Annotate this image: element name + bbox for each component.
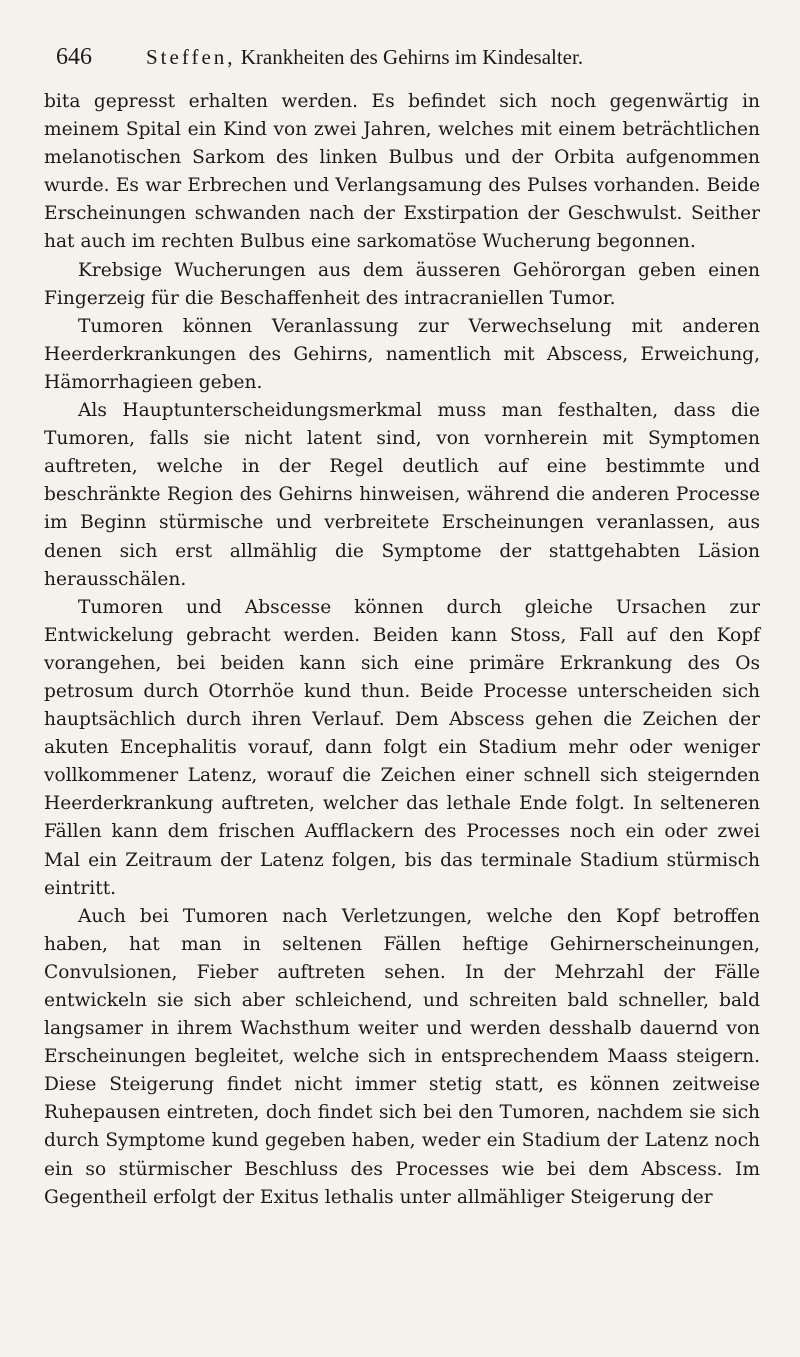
paragraph-3: Tumoren können Veranlassung zur Verwechselung mit anderen Heerderkrankungen des Gehirns, namentlich mit Abscess, Erweichung, Hämorrhagieen geben. [44,315,760,393]
paragraph-4: Als Hauptunterscheidungsmerkmal muss man festhalten, dass die Tumoren, falls sie nicht latent sind, von vornherein mit Symptomen auftreten, welche in der Regel deutlich auf eine bestimmte und beschränkte Region des Gehirns hinweisen, während die anderen Processe im Beginn stürmische und verbreitete Erscheinungen veranlassen, aus denen sich erst allmählig die Symptome der stattgehabten Läsion herausschälen. [44,400,760,590]
page-header [44,44,760,82]
running-head-author: Steffen, [146,45,236,69]
paragraph-1: bita gepresst erhalten werden. Es befindet sich noch gegenwärtig in meinem Spital ein Kind von zwei Jahren, welches mit einem beträchtlichen melanotischen Sarkom des linken Bulbus und der Orbita aufgenommen wurde. Es war Erbrechen und Verlangsamung des Pulses vorhanden. Beide Erscheinungen schwanden nach der Exstirpation der Geschwulst. Seither hat auch im rechten Bulbus eine sarkomatöse Wucherung begonnen. [44,91,760,253]
body-text [44,88,760,1212]
book-page [44,44,760,1212]
page-number: 646 [56,44,92,70]
paragraph-6: Auch bei Tumoren nach Verletzungen, welche den Kopf betroffen haben, hat man in seltenen Fällen heftige Gehirnerscheinungen, Convulsionen, Fieber auftreten sehen. In der Mehrzahl der Fälle entwickeln sie sich aber schleichend, und schreiten bald schneller, bald langsamer in ihrem Wachsthum weiter und werden desshalb dauernd von Erscheinungen begleitet, welche sich in entsprechendem Maass steigern. Diese Steigerung findet nicht immer stetig statt, es können zeitweise Ruhepausen eintreten, doch findet sich bei den Tumoren, nachdem sie sich durch Symptome kund gegeben haben, weder ein Stadium der Latenz noch ein so stürmischer Beschluss des Processes wie bei dem Abscess. Im Gegentheil erfolgt der Exitus lethalis unter allmähliger Steigerung der [44,905,760,1208]
paragraph-5: Tumoren und Abscesse können durch gleiche Ursachen zur Entwickelung gebracht werden. Beiden kann Stoss, Fall auf den Kopf vorangehen, bei beiden kann sich eine primäre Erkrankung des Os petrosum durch Otorrhöe kund thun. Beide Processe unterscheiden sich hauptsächlich durch ihren Verlauf. Dem Abscess gehen die Zeichen der akuten Encephalitis vorauf, dann folgt ein Stadium mehr oder weniger vollkommener Latenz, worauf die Zeichen einer schnell sich steigernden Heerderkrankung auftreten, welcher das lethale Ende folgt. In selteneren Fällen kann dem frischen Aufflackern des Processes noch ein oder zwei Mal ein Zeitraum der Latenz folgen, bis das terminale Stadium stürmisch eintritt. [44,596,760,899]
paragraph-2: Krebsige Wucherungen aus dem äusseren Gehörorgan geben einen Fingerzeig für die Beschaffenheit des intracraniellen Tumor. [44,259,760,309]
running-head-title: Krankheiten des Gehirns im Kindesalter. [240,45,584,69]
running-head [146,45,583,70]
